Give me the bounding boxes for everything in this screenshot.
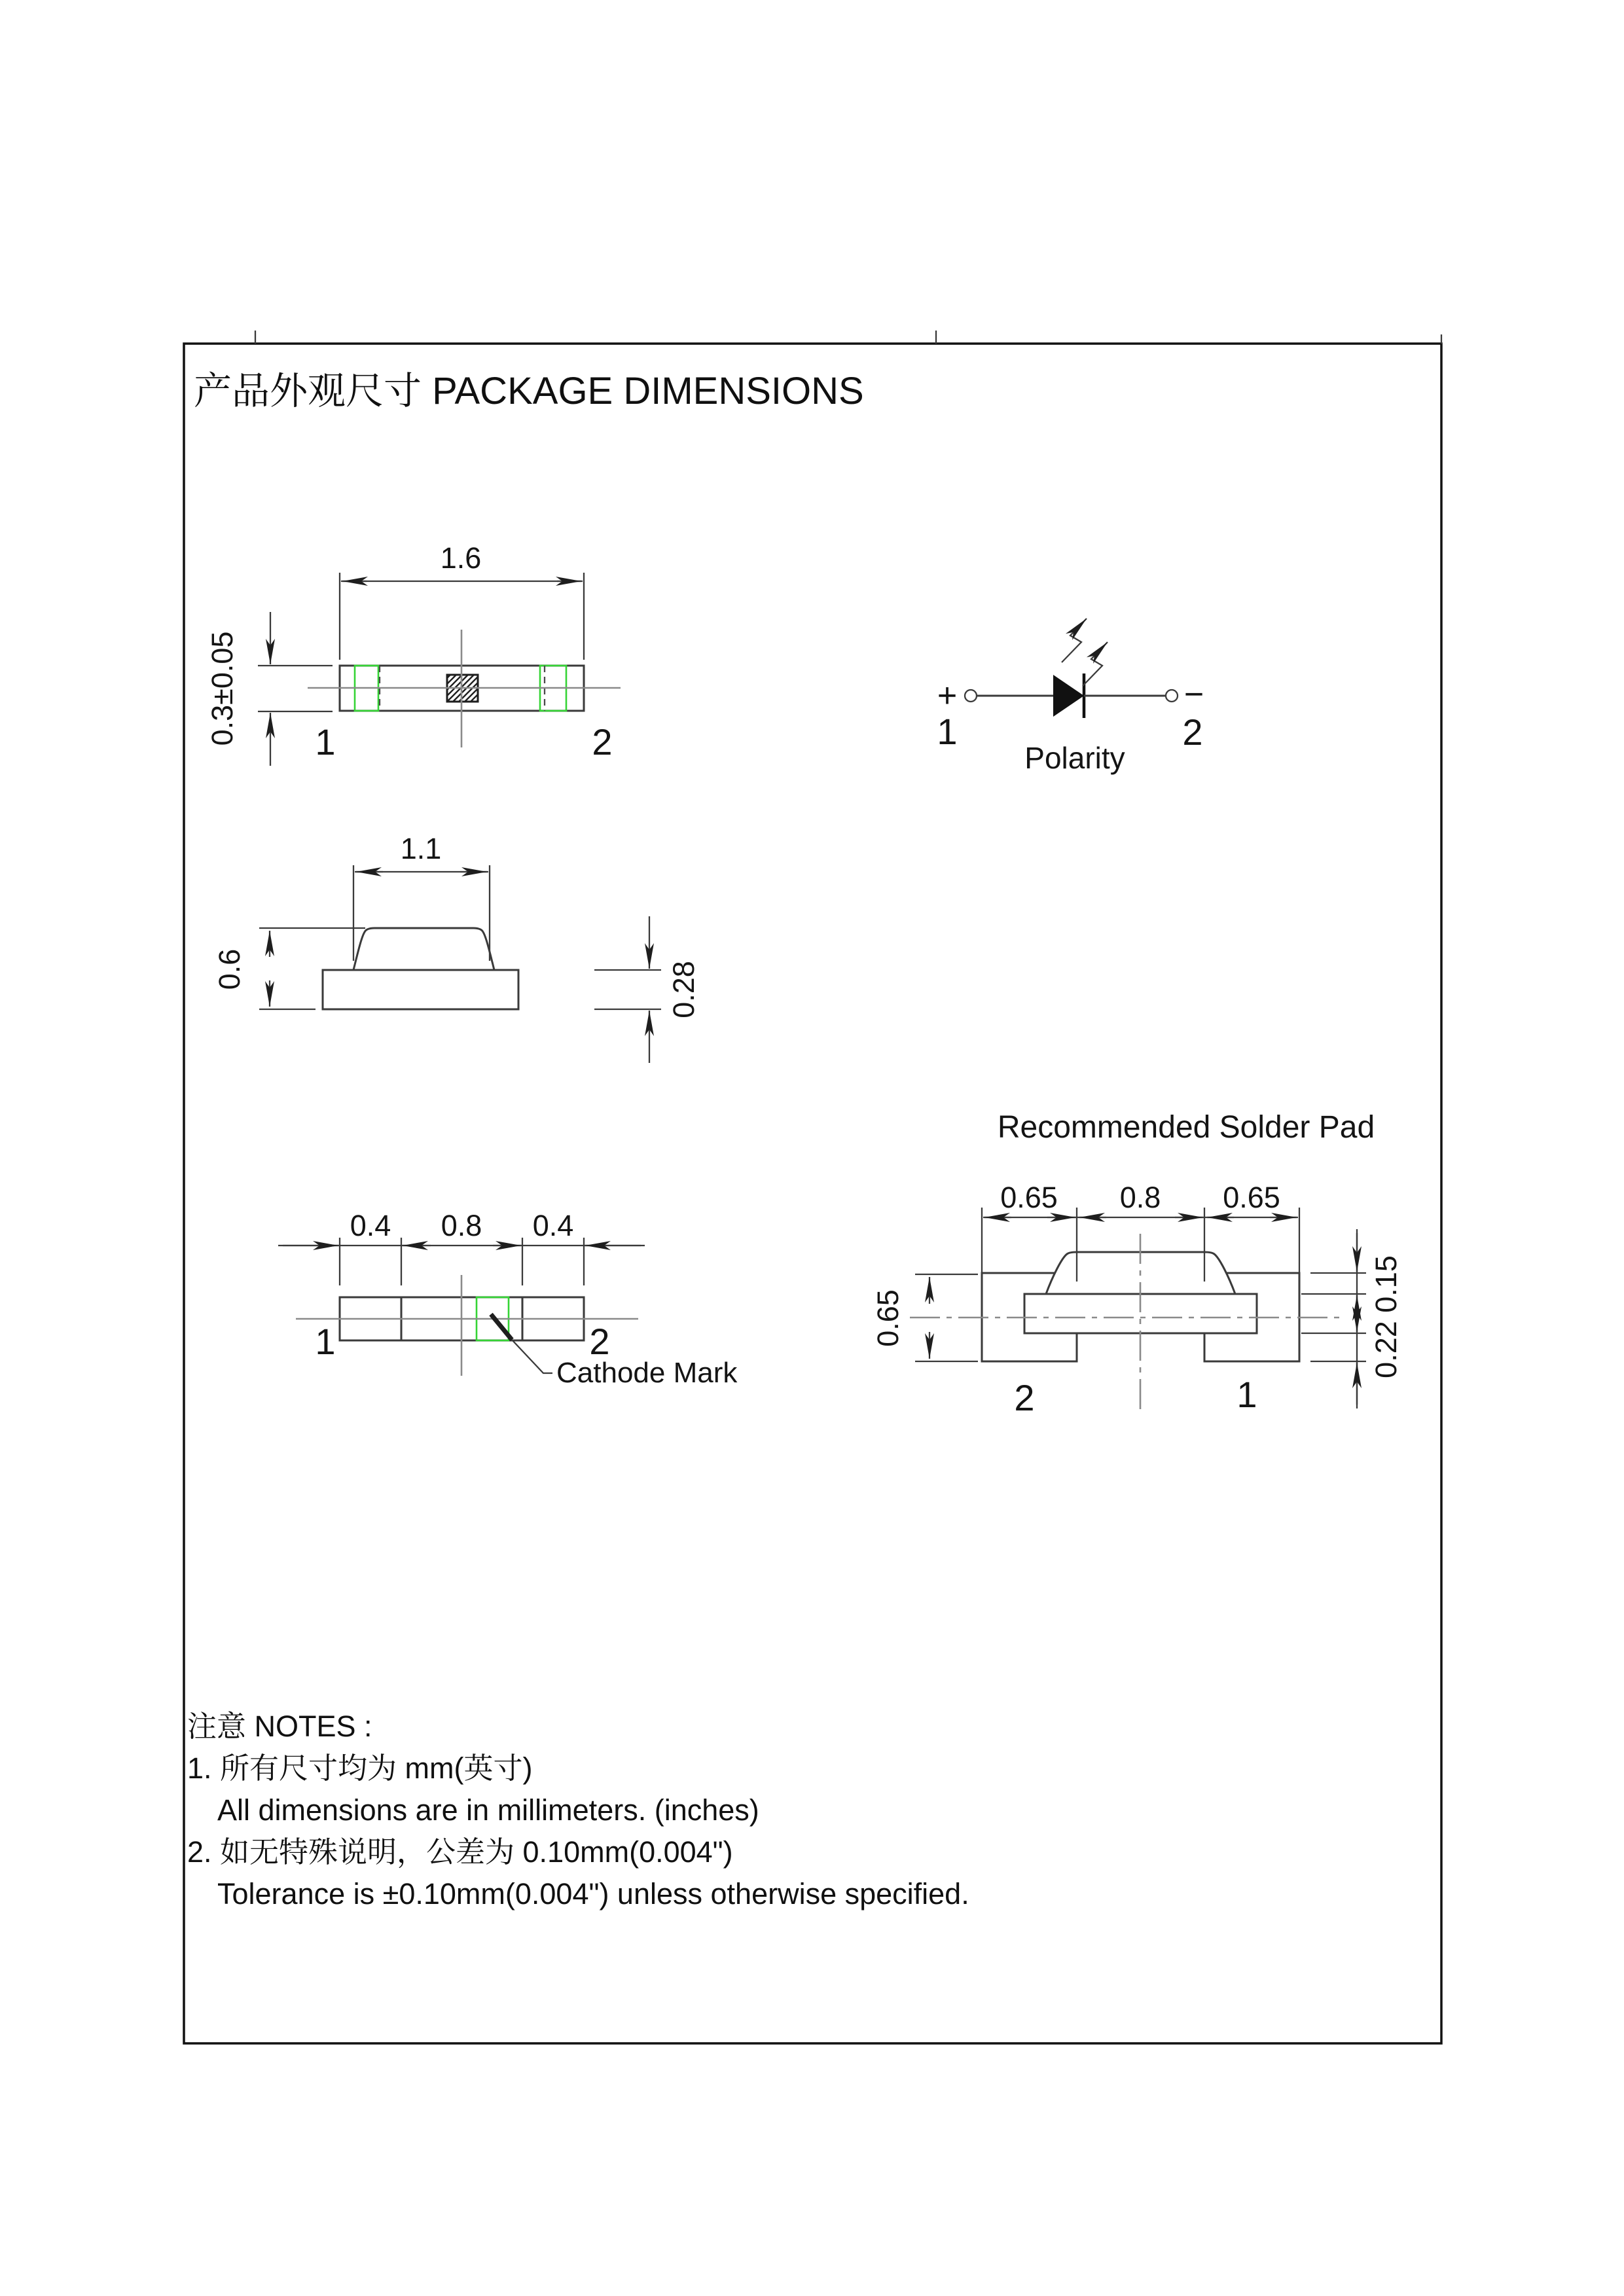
top-view-pin1-label: 1 — [315, 721, 336, 762]
pad-pin1-label: 1 — [1236, 1374, 1257, 1415]
cathode-mark-label: Cathode Mark — [556, 1357, 738, 1389]
pad-seg1-dim: 0.65 — [1000, 1181, 1058, 1214]
note-line-3: 2. 如无特殊说明，公差为 0.10mm(0.004") — [187, 1835, 733, 1869]
bottom-view-seg2-dim: 0.8 — [441, 1209, 482, 1242]
side-view-drawing — [213, 832, 700, 1063]
page-title: 产品外观尺寸 PACKAGE DIMENSIONS — [194, 370, 864, 412]
pad-seg2-dim: 0.8 — [1119, 1181, 1161, 1214]
notes-heading: 注意 NOTES : — [187, 1710, 372, 1743]
minus-sign: − — [1183, 675, 1204, 713]
pad-pin2-label: 2 — [1014, 1377, 1035, 1418]
bottom-view-pin2-label: 2 — [589, 1321, 610, 1362]
top-view-thickness-dim: 0.3±0.05 — [206, 631, 239, 746]
note-line-4: Tolerance is ±0.10mm(0.004") unless otherwise specified. — [217, 1877, 969, 1910]
bottom-view-drawing — [278, 1209, 738, 1389]
polarity-diagram — [937, 619, 1204, 775]
bottom-view-seg1-dim: 0.4 — [350, 1209, 391, 1242]
polarity-pin1-label: 1 — [937, 711, 958, 752]
side-view-base-dim: 0.28 — [667, 961, 700, 1018]
top-view-drawing — [206, 541, 621, 766]
pad-height-dim: 0.65 — [871, 1289, 905, 1347]
polarity-pin2-label: 2 — [1182, 711, 1203, 753]
solder-pad-drawing — [871, 1110, 1403, 1418]
side-view-lens-width-dim: 1.1 — [400, 832, 442, 865]
lens-outline — [353, 928, 494, 970]
top-view-width-dim: 1.6 — [440, 541, 482, 575]
bottom-view-seg3-dim: 0.4 — [532, 1209, 574, 1242]
cathode-leader-line — [512, 1340, 552, 1373]
solder-pad-title: Recommended Solder Pad — [997, 1110, 1375, 1145]
plus-sign: + — [937, 677, 958, 715]
notes-block — [187, 1706, 969, 1915]
side-view-height-dim: 0.6 — [213, 948, 246, 990]
polarity-caption: Polarity — [1024, 741, 1125, 775]
light-emission-arrow — [1083, 642, 1108, 686]
note-line-2: All dimensions are in millimeters. (inches) — [217, 1793, 759, 1827]
diode-symbol — [1053, 675, 1084, 717]
pad-seg3-dim: 0.65 — [1223, 1181, 1280, 1214]
pad-stack-dims: 0.22 0.15 — [1369, 1255, 1403, 1378]
bottom-view-pin1-label: 1 — [315, 1321, 336, 1362]
light-emission-arrow — [1062, 619, 1087, 662]
note-line-1: 1. 所有尺寸均为 mm(英寸) — [187, 1751, 533, 1785]
top-view-pin2-label: 2 — [592, 721, 613, 762]
